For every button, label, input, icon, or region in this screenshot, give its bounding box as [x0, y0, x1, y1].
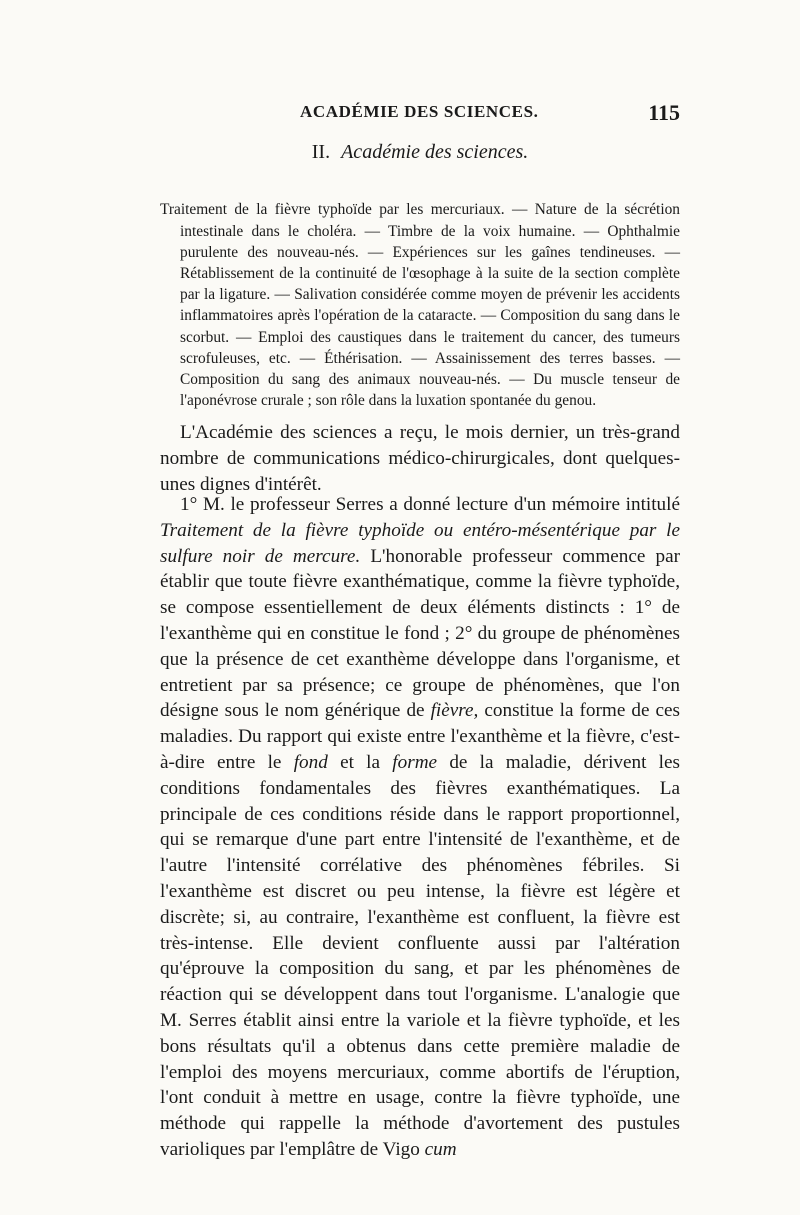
paragraph-serres: [160, 492, 680, 1163]
section-title: Académie des sciences.: [341, 141, 529, 163]
running-title: ACADÉMIE DES SCIENCES.: [300, 102, 539, 121]
section-heading: [160, 141, 680, 164]
memoir-title: Traitement de la fièvre typhoïde ou entéro-mésentérique par le sulfure noir de mercure.: [160, 519, 680, 567]
paragraph-text: 1° M. le professeur Serres a donné lecture d'un mémoire intitulé: [180, 494, 680, 515]
paragraph-text: constitue la forme de ces maladies. Du rapport qui existe entre l'exanthème et la fièvre, c'est-à-dire entre le: [160, 700, 680, 773]
page-number: 115: [648, 100, 680, 125]
paragraph-text: et la: [327, 751, 393, 773]
section-summary: Traitement de la fièvre typhoïde par les mercuriaux. — Nature de la sécrétion intestinale dans le choléra. — Timbre de la voix humaine. — Ophthalmie purulente des nouveau-nés. — Expériences sur les gaînes tendineuses. — Rétablissement de la continuité de l'œsophage à la suite de la section complète par la ligature. — Salivation considérée comme moyen de prévenir les accidents inflammatoires après l'opération de la cataracte. — Composition du sang dans le scorbut. — Emploi des caustiques dans le traitement du cancer, des tumeurs scrofuleuses, etc. — Éthérisation. — Assainissement des terres basses. — Composition du sang des animaux nouveau-nés. — Du muscle tenseur de l'aponévrose crurale ; son rôle dans la luxation spontanée du genou.: [160, 201, 680, 410]
running-head: [160, 100, 680, 126]
paragraph-text: de la maladie, dérivent les conditions fondamentales des fièvres exanthématiques. La principale de ces conditions réside dans le rapport proportionnel, qui se remarque d'une part entre l'intensité de l'exanthème, et de l'autre l'intensité corrélative des phénomènes fébriles. Si l'exanthème est discret ou peu intense, la fièvre est légère et discrète; si, au contraire, l'exanthème est confluent, la fièvre est très-intense. Elle devient confluente aussi par l'altération qu'éprouve la composition du sang, et par les phénomènes de réaction qui se développent dans tout l'organisme. L'analogie que M. Serres établit ainsi entre la variole et la fièvre typhoïde, et les bons résultats qu'il a obtenus dans cette première maladie de l'emploi des moyens mercuriaux, comme abortifs de l'éruption, l'ont conduit à mettre en usage, contre la fièvre typhoïde, une méthode qui rappelle la méthode d'avortement des pustules varioliques par l'emplâtre de Vigo: [160, 751, 680, 1160]
italic-term-cum: cum: [424, 1138, 457, 1160]
italic-term-fond: fond: [293, 751, 328, 773]
paragraph-intro: L'Académie des sciences a reçu, le mois dernier, un très-grand nombre de communications médico-chirurgicales, dont quelques-unes dignes d'intérêt.: [160, 422, 680, 495]
italic-term-fievre: fièvre,: [430, 700, 479, 722]
paragraph-text: L'honorable professeur commence par établir que toute fièvre exanthématique, comme la fièvre typhoïde, se compose essentiellement de deux éléments distincts : 1° de l'exanthème qui en constitue le fond ; 2° du groupe de phénomènes que la présence de cet exanthème développe dans l'organisme, et entretient par sa présence; ce groupe de phénomènes, que l'on désigne sous le nom générique de: [160, 545, 680, 722]
italic-term-forme: forme: [392, 751, 438, 773]
section-numeral: II.: [311, 141, 331, 163]
